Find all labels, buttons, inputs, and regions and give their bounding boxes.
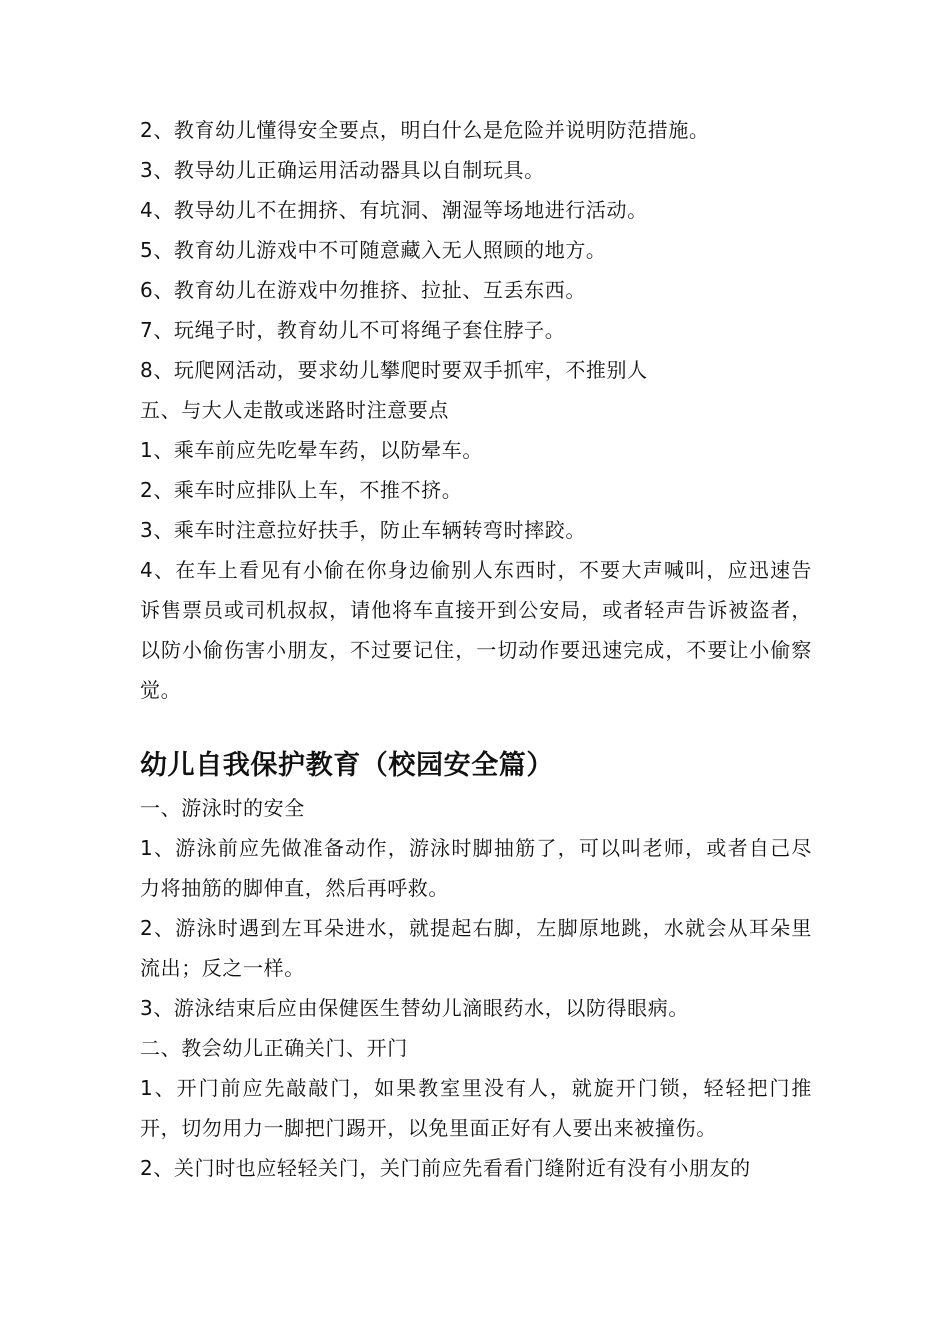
section-heading: 一、游泳时的安全 <box>140 796 305 820</box>
list-item: 3、游泳结束后应由保健医生替幼儿滴眼药水，以防得眼病。 <box>140 996 689 1020</box>
document-body <box>140 110 812 1188</box>
list-item: 3、教导幼儿正确运用活动器具以自制玩具。 <box>140 158 545 182</box>
article-title: 幼儿自我保护教育（校园安全篇） <box>140 750 554 781</box>
list-item: 2、教育幼儿懂得安全要点，明白什么是危险并说明防范措施。 <box>140 118 710 142</box>
section-heading: 二、教会幼儿正确关门、开门 <box>140 1036 408 1060</box>
list-item: 8、玩爬网活动，要求幼儿攀爬时要双手抓牢，不推别人 <box>140 358 648 382</box>
list-item: 1、游泳前应先做准备动作，游泳时脚抽筋了，可以叫老师，或者自己尽力将抽筋的脚伸直，然后再呼救。 <box>140 836 812 900</box>
list-item: 1、开门前应先敲敲门，如果教室里没有人，就旋开门锁，轻轻把门推开，切勿用力一脚把门踢开，以免里面正好有人要出来被撞伤。 <box>140 1076 812 1140</box>
list-item: 4、在车上看见有小偷在你身边偷别人东西时，不要大声喊叫，应迅速告诉售票员或司机叔叔，请他将车直接开到公安局，或者轻声告诉被盗者，以防小偷伤害小朋友，不过要记住，一切动作要迅速完成，不要让小偷察觉。 <box>140 558 812 702</box>
list-item: 1、乘车前应先吃晕车药，以防晕车。 <box>140 438 483 462</box>
list-item: 2、游泳时遇到左耳朵进水，就提起右脚，左脚原地跳，水就会从耳朵里流出；反之一样。 <box>140 916 812 980</box>
list-item: 7、玩绳子时，教育幼儿不可将绳子套住脖子。 <box>140 318 566 342</box>
list-item: 2、关门时也应轻轻关门，关门前应先看看门缝附近有没有小朋友的 <box>140 1156 751 1180</box>
list-item: 6、教育幼儿在游戏中勿推挤、拉扯、互丢东西。 <box>140 278 586 302</box>
section-heading: 五、与大人走散或迷路时注意要点 <box>140 398 449 422</box>
list-item: 3、乘车时注意拉好扶手，防止车辆转弯时摔跤。 <box>140 518 586 542</box>
list-item: 5、教育幼儿游戏中不可随意藏入无人照顾的地方。 <box>140 238 607 262</box>
list-item: 4、教导幼儿不在拥挤、有坑洞、潮湿等场地进行活动。 <box>140 198 648 222</box>
list-item: 2、乘车时应排队上车，不推不挤。 <box>140 478 463 502</box>
